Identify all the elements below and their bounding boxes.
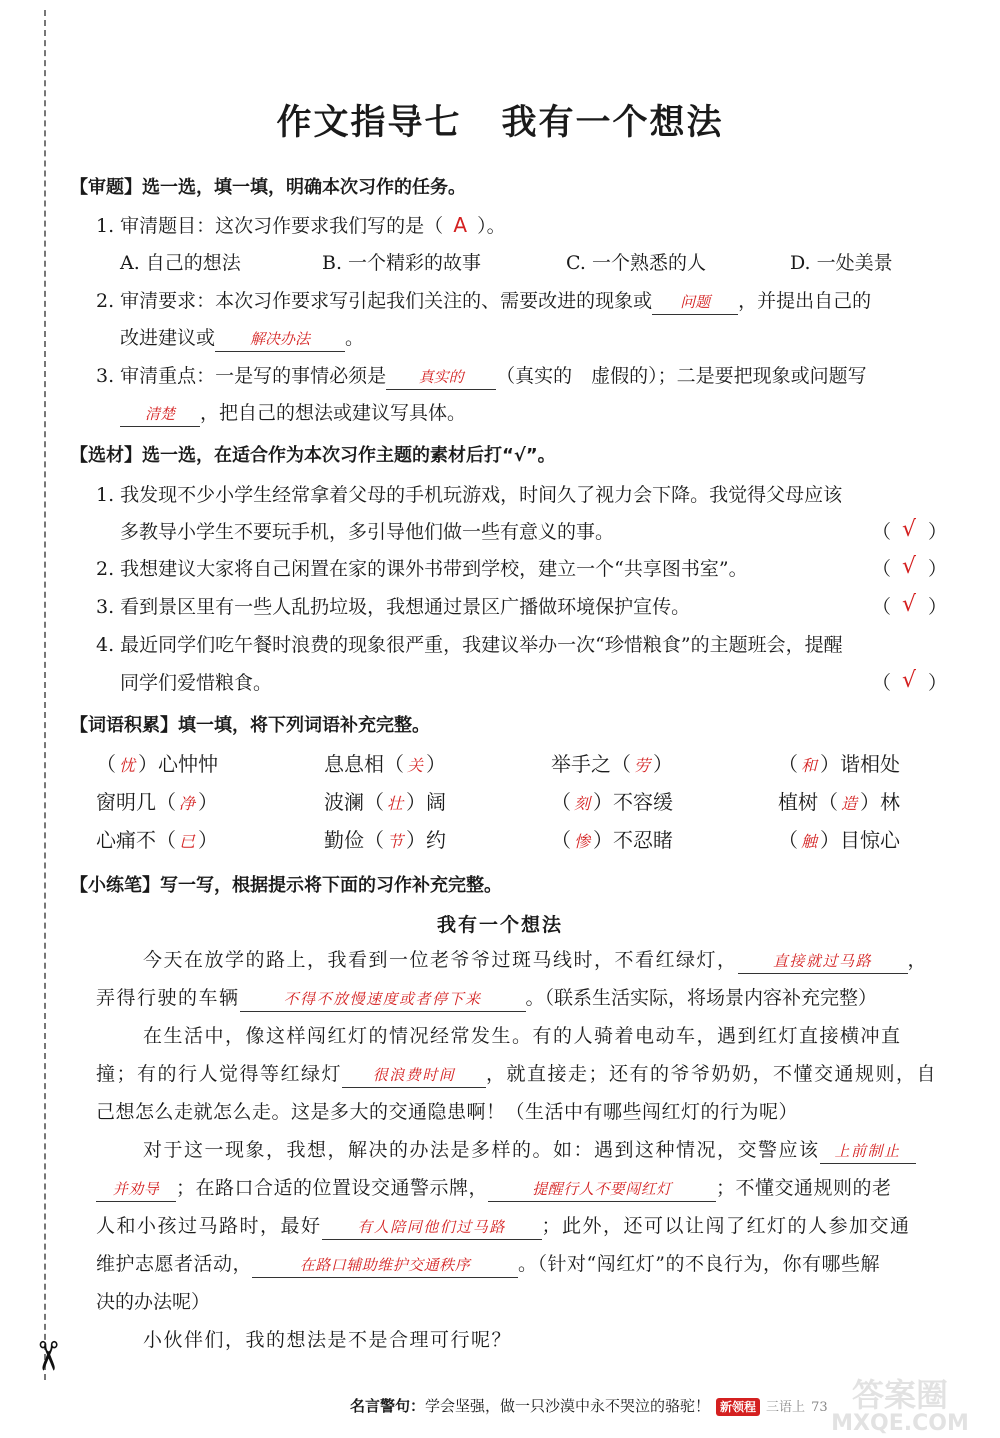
idiom-text: 不忍睹 bbox=[613, 828, 673, 852]
idiom-r1c3 bbox=[551, 750, 673, 780]
paren-close: ） bbox=[928, 672, 948, 694]
paren-close: ） bbox=[653, 752, 673, 776]
essay-text: 维护志愿者活动， bbox=[96, 1253, 253, 1275]
paren-close: ） bbox=[928, 521, 948, 543]
paren-close: ） bbox=[928, 558, 948, 580]
paren-open: （ bbox=[384, 752, 404, 776]
xuancai-item1-line2: 多教导小学生不要玩手机，多引导他们做一些有意义的事。 bbox=[120, 521, 615, 543]
footer-label: 名言警句： bbox=[350, 1397, 426, 1415]
idiom-r3c1 bbox=[96, 826, 218, 856]
idiom-answer: 已 bbox=[178, 832, 195, 851]
essay-p2-line3: 己想怎么走就怎么走。这是多大的交通隐患啊！（生活中有哪些闯红灯的行为呢） bbox=[96, 1101, 799, 1123]
idiom-answer: 造 bbox=[840, 794, 857, 813]
q1-option-c: C. 一个熟悉的人 bbox=[566, 252, 706, 274]
essay-answer5: 提醒行人不要闯红灯 bbox=[488, 1177, 716, 1202]
q2-line2-end: 。 bbox=[345, 327, 365, 349]
paren-close: ） bbox=[138, 752, 158, 776]
xuancai-item3: 3. 看到景区里有一些人乱扔垃圾，我想通过景区广播做环境保护宣传。 bbox=[96, 596, 691, 618]
essay-p4: 小伙伴们，我的想法是不是合理可行呢？ bbox=[143, 1329, 513, 1351]
tick-mark: √ bbox=[901, 592, 917, 617]
idiom-text: 植树 bbox=[778, 790, 818, 814]
paren-open: （ bbox=[778, 752, 798, 776]
idiom-text: 不容缓 bbox=[613, 790, 673, 814]
essay-answer1: 直接就过马路 bbox=[738, 949, 908, 974]
idiom-text: 约 bbox=[426, 828, 446, 852]
idiom-answer: 节 bbox=[386, 832, 403, 851]
xuancai-item1-line1: 1. 我发现不少小学生经常拿着父母的手机玩游戏，时间久了视力会下降。我觉得父母应该 bbox=[96, 484, 843, 506]
essay-answer6: 有人陪同他们过马路 bbox=[322, 1215, 542, 1240]
idiom-answer: 关 bbox=[406, 756, 423, 775]
paren-open: （ bbox=[872, 672, 892, 694]
xuancai-item4-line2: 同学们爱惜粮食。 bbox=[120, 672, 273, 694]
idiom-text: 目惊心 bbox=[840, 828, 900, 852]
watermark-line1: 答案圈 bbox=[851, 1376, 949, 1414]
q1-option-d: D. 一处美景 bbox=[790, 252, 893, 274]
page-title bbox=[0, 95, 1000, 145]
paren-close: ） bbox=[928, 596, 948, 618]
watermark-line2: MXQE.COM bbox=[831, 1411, 969, 1434]
idiom-text: 息息相 bbox=[324, 752, 384, 776]
idiom-answer: 劳 bbox=[633, 756, 650, 775]
essay-p3-line1 bbox=[143, 1136, 916, 1164]
essay-text: 对于这一现象，我想，解决的办法是多样的。如：遇到这种情况，交警应该 bbox=[143, 1139, 820, 1161]
q2-text: 2. 审清要求：本次习作要求写引起我们关注的、需要改进的现象或 bbox=[96, 290, 653, 312]
essay-p3-line4 bbox=[96, 1250, 880, 1278]
q1-end: ）。 bbox=[477, 215, 506, 237]
footer-quote: 学会坚强，做一只沙漠中永不哭泣的骆驼！ bbox=[425, 1397, 711, 1415]
essay-answer3: 很浪费时间 bbox=[342, 1063, 486, 1088]
title-part2: 我有一个想法 bbox=[501, 103, 724, 143]
paren-close: ） bbox=[198, 828, 218, 852]
tick-mark: √ bbox=[901, 554, 917, 579]
q3-end: （真实的 虚假的）；二是要把现象或问题写 bbox=[496, 365, 867, 387]
paren-open: （ bbox=[778, 828, 798, 852]
essay-p1-line1 bbox=[143, 946, 928, 974]
paren-open: （ bbox=[551, 828, 571, 852]
essay-text: ， bbox=[907, 949, 929, 971]
paren-open: （ bbox=[364, 828, 384, 852]
essay-text: 人和小孩过马路时，最好 bbox=[96, 1215, 322, 1237]
essay-text: 弄得行驶的车辆 bbox=[96, 987, 240, 1009]
idiom-answer: 净 bbox=[178, 794, 195, 813]
footer bbox=[350, 1394, 828, 1420]
idiom-text: 谐相处 bbox=[840, 752, 900, 776]
paren-close: ） bbox=[426, 752, 446, 776]
section-header-ciyu: 【词语积累】填一填，将下列词语补充完整。 bbox=[70, 715, 430, 736]
q2-line2-text: 改进建议或 bbox=[120, 327, 216, 349]
essay-answer2: 不得不放慢速度或者停下来 bbox=[240, 987, 526, 1012]
watermark-logo bbox=[812, 1372, 988, 1434]
paren-open: （ bbox=[818, 790, 838, 814]
paren-open: （ bbox=[872, 558, 892, 580]
q2-answer2: 解决办法 bbox=[215, 327, 345, 352]
essay-p2-line1: 在生活中，像这样闯红灯的情况经常发生。有的人骑着电动车，遇到红灯直接横冲直 bbox=[143, 1025, 902, 1047]
section-header-shenti: 【审题】选一选，填一填，明确本次习作的任务。 bbox=[70, 177, 466, 198]
paren-close: ） bbox=[820, 828, 840, 852]
section-header-lianbi: 【小练笔】写一写，根据提示将下面的习作补充完整。 bbox=[70, 875, 502, 896]
shenti-q2-line1 bbox=[96, 287, 871, 315]
paren-open: （ bbox=[551, 790, 571, 814]
q3-text: 3. 审清重点：一是写的事情必须是 bbox=[96, 365, 387, 387]
q3-answer1: 真实的 bbox=[386, 365, 496, 390]
essay-answer4b: 并劝导 bbox=[96, 1177, 176, 1202]
essay-title: 我有一个想法 bbox=[436, 914, 563, 936]
essay-text: ；不懂交通规则的老 bbox=[716, 1177, 892, 1199]
tick-mark: √ bbox=[901, 517, 917, 542]
essay-text: ；此外，还可以让闯了红灯的人参加交通 bbox=[541, 1215, 911, 1237]
paren-open: （ bbox=[872, 596, 892, 618]
book-grade: 三语上 bbox=[766, 1400, 806, 1415]
xuancai-item4-line1: 4. 最近同学们吃午餐时浪费的现象很严重，我建议举办一次“珍惜粮食”的主题班会，提醒 bbox=[96, 634, 843, 656]
paren-open: （ bbox=[872, 521, 892, 543]
essay-p2-line2 bbox=[96, 1060, 937, 1088]
q2-answer1: 问题 bbox=[652, 290, 738, 315]
paren-close: ） bbox=[820, 752, 840, 776]
paren-close: ） bbox=[406, 790, 426, 814]
paren-open: （ bbox=[96, 752, 116, 776]
paren-open: （ bbox=[156, 790, 176, 814]
paren-open: （ bbox=[156, 828, 176, 852]
idiom-text: 勤俭 bbox=[324, 828, 364, 852]
q1-option-b: B. 一个精彩的故事 bbox=[322, 252, 482, 274]
idiom-r3c2 bbox=[324, 826, 446, 856]
paren-close: ） bbox=[198, 790, 218, 814]
idiom-text: 窗明几 bbox=[96, 790, 156, 814]
idiom-answer: 刻 bbox=[573, 794, 590, 813]
q3-line2-end: ，把自己的想法或建议写具体。 bbox=[200, 402, 467, 424]
idiom-text: 阔 bbox=[426, 790, 446, 814]
idiom-answer: 壮 bbox=[386, 794, 403, 813]
shenti-q3-line2 bbox=[120, 399, 466, 427]
shenti-q2-line2 bbox=[120, 324, 364, 352]
idiom-r2c2 bbox=[324, 788, 446, 818]
paren-open: （ bbox=[364, 790, 384, 814]
essay-text: ；在路口合适的位置设交通警示牌， bbox=[176, 1177, 489, 1199]
essay-text: 今天在放学的路上，我看到一位老爷爷过斑马线时，不看红绿灯， bbox=[143, 949, 738, 971]
q1-text: 1. 审清题目：这次习作要求我们写的是（ bbox=[96, 215, 444, 237]
idiom-r1c1 bbox=[96, 750, 218, 780]
idiom-text: 心痛不 bbox=[96, 828, 156, 852]
paren-close: ） bbox=[593, 828, 613, 852]
essay-p3-line3 bbox=[96, 1212, 911, 1240]
essay-text: 。（联系生活实际，将场景内容补充完整） bbox=[525, 987, 878, 1009]
idiom-answer: 忧 bbox=[118, 756, 135, 775]
q1-option-a: A. 自己的想法 bbox=[120, 252, 241, 274]
idiom-r2c4 bbox=[778, 788, 900, 818]
essay-p3-line5: 决的办法呢） bbox=[96, 1291, 211, 1313]
q2-end: ，并提出自己的 bbox=[738, 290, 872, 312]
cut-line bbox=[44, 10, 46, 1380]
paren-close: ） bbox=[593, 790, 613, 814]
essay-text: ，就直接走；还有的爷爷奶奶，不懂交通规则，自 bbox=[486, 1063, 938, 1085]
essay-answer7: 在路口辅助维护交通秩序 bbox=[252, 1253, 518, 1278]
essay-p1-line2 bbox=[96, 984, 877, 1012]
idiom-r2c1 bbox=[96, 788, 218, 818]
idiom-text: 心忡忡 bbox=[158, 752, 218, 776]
idiom-r3c3 bbox=[551, 826, 673, 856]
idiom-r1c4 bbox=[778, 750, 900, 780]
scissors-icon: ✂ bbox=[23, 1339, 70, 1373]
shenti-q3-line1 bbox=[96, 362, 867, 390]
paren-close: ） bbox=[406, 828, 426, 852]
essay-text: 撞；有的行人觉得等红绿灯 bbox=[96, 1063, 343, 1085]
idiom-text: 波澜 bbox=[324, 790, 364, 814]
title-part1: 作文指导七 bbox=[276, 103, 462, 143]
essay-answer4a: 上前制止 bbox=[820, 1139, 916, 1164]
essay-text: 。（针对“闯红灯”的不良行为，你有哪些解 bbox=[518, 1253, 880, 1275]
page-number: 73 bbox=[811, 1400, 828, 1415]
idiom-r1c2 bbox=[324, 750, 446, 780]
idiom-text: 举手之 bbox=[551, 752, 611, 776]
idiom-answer: 触 bbox=[800, 832, 817, 851]
q3-answer2: 清楚 bbox=[120, 402, 200, 427]
paren-close: ） bbox=[860, 790, 880, 814]
essay-p3-line2 bbox=[96, 1174, 892, 1202]
paren-open: （ bbox=[611, 752, 631, 776]
section-header-xuancai: 【选材】选一选，在适合作为本次习作主题的素材后打“√”。 bbox=[70, 445, 556, 466]
q1-answer: A bbox=[453, 213, 468, 237]
shenti-q1 bbox=[96, 211, 506, 239]
idiom-r2c3 bbox=[551, 788, 673, 818]
idiom-answer: 惨 bbox=[573, 832, 590, 851]
brand-badge: 新领程 bbox=[716, 1398, 760, 1416]
xuancai-item2: 2. 我想建议大家将自己闲置在家的课外书带到学校，建立一个“共享图书室”。 bbox=[96, 558, 748, 580]
idiom-text: 林 bbox=[880, 790, 900, 814]
tick-mark: √ bbox=[901, 668, 917, 693]
idiom-answer: 和 bbox=[800, 756, 817, 775]
idiom-r3c4 bbox=[778, 826, 900, 856]
